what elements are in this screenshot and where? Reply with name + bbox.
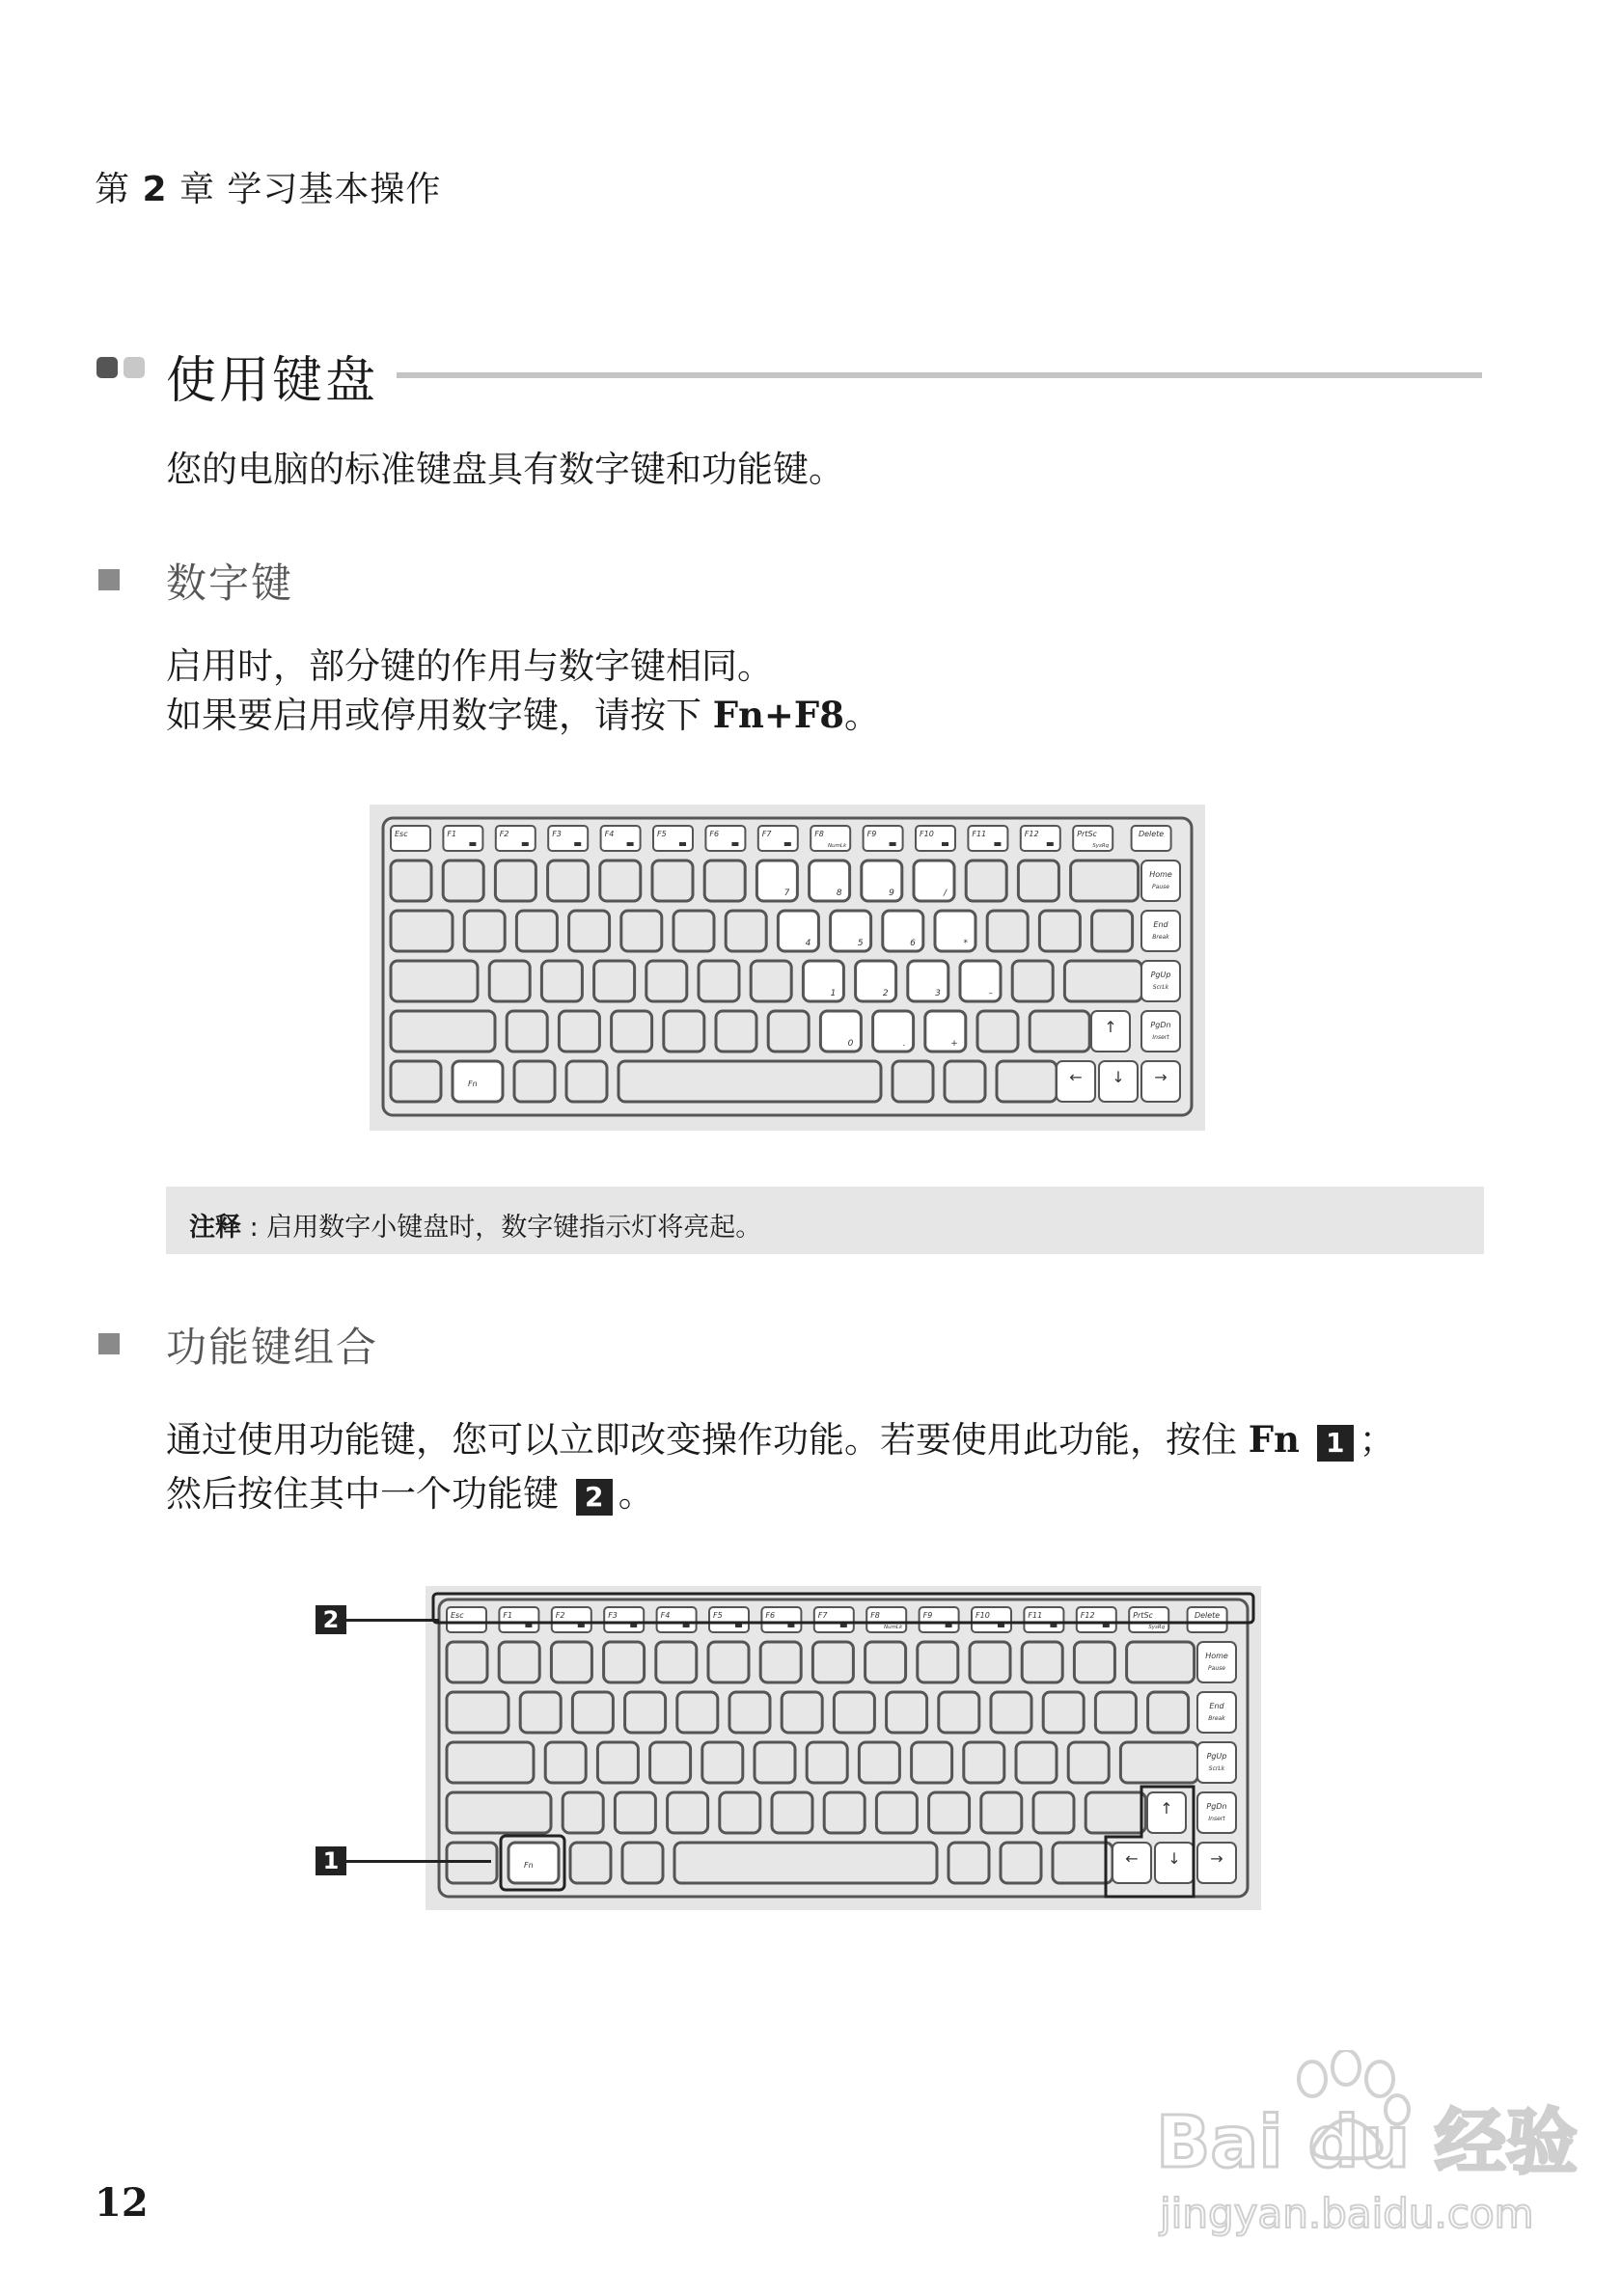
- key-label: F9: [866, 830, 877, 838]
- key-f6: [761, 1607, 801, 1632]
- section-bullet-light: [124, 357, 145, 378]
- side-key-sublabel: Insert: [1208, 1816, 1225, 1822]
- key-label: F3: [552, 830, 562, 838]
- key: [702, 1742, 743, 1783]
- numpad-key-label: +: [950, 1039, 958, 1049]
- side-key-label: End: [1153, 920, 1168, 929]
- key: [1053, 1843, 1113, 1883]
- key: [566, 1061, 607, 1102]
- key: [391, 861, 431, 901]
- key: [768, 1011, 809, 1052]
- key-f5: [653, 826, 693, 851]
- key-label: F6: [709, 830, 720, 838]
- key: [912, 1742, 952, 1783]
- side-key-label: PgDn: [1206, 1802, 1227, 1811]
- key: [726, 911, 766, 951]
- figure-callout-2: 2: [316, 1605, 346, 1634]
- arrow-icon: ←: [1125, 1849, 1139, 1868]
- key: [977, 1011, 1018, 1052]
- key: [862, 861, 902, 901]
- key-label: F7: [761, 830, 772, 838]
- key-f10: [972, 1607, 1011, 1632]
- key-label: F11: [972, 830, 987, 838]
- note-text: 注释 : 启用数字小键盘时，数字键指示灯将亮起。: [189, 1213, 762, 1243]
- key: [876, 1792, 917, 1833]
- key-f9: [864, 826, 903, 851]
- intro-paragraph: 您的电脑的标准键盘具有数字键和功能键。: [166, 449, 844, 490]
- keyboard-figure-fnkeys: [426, 1586, 1261, 1910]
- key: [1043, 1692, 1084, 1733]
- key-sublabel: NumLk: [827, 843, 847, 849]
- key: [572, 1692, 613, 1733]
- key: [755, 1742, 795, 1783]
- key: [1085, 1792, 1145, 1833]
- numpad-line-1: 启用时，部分键的作用与数字键相同。: [166, 645, 773, 687]
- key-esc: [447, 1607, 486, 1632]
- side-key-sublabel: Insert: [1152, 1034, 1169, 1041]
- numpad-key-label: 4: [805, 939, 811, 948]
- numpad-key-label: 9: [889, 888, 894, 898]
- key: [704, 861, 745, 901]
- side-key-sublabel: ScrLk: [1152, 984, 1169, 991]
- key-f11: [968, 826, 1007, 851]
- key: [772, 1792, 812, 1833]
- key: [1071, 861, 1139, 901]
- section-rule: [397, 372, 1482, 378]
- side-key: [1141, 961, 1180, 1001]
- key: [729, 1692, 770, 1733]
- side-key: [1197, 1642, 1236, 1682]
- key: [520, 1692, 561, 1733]
- numpad-key-label: 5: [857, 939, 864, 948]
- key: [893, 1061, 933, 1102]
- arrow-icon: →: [1154, 1068, 1168, 1086]
- key: [1068, 1742, 1109, 1783]
- key: [1018, 861, 1058, 901]
- numpad-key-label: 6: [910, 939, 916, 948]
- arrow-icon: →: [1210, 1849, 1223, 1868]
- key-label: F9: [922, 1611, 933, 1620]
- key: [1120, 1742, 1197, 1783]
- key-label: F10: [975, 1611, 990, 1620]
- key-combo: Fn+F8: [712, 694, 844, 736]
- side-key-label: Home: [1149, 870, 1172, 879]
- key: [489, 961, 530, 1001]
- key: [1148, 1692, 1189, 1733]
- key: [391, 1061, 441, 1102]
- key-label: F4: [604, 830, 615, 838]
- key-f7: [814, 1607, 854, 1632]
- key-label: Esc: [395, 830, 408, 838]
- key-label: F8: [814, 830, 824, 838]
- key: [618, 1061, 881, 1102]
- key: [447, 1792, 551, 1833]
- key: [391, 1011, 495, 1052]
- arrow-icon: ↓: [1112, 1068, 1125, 1086]
- key-label: F2: [499, 830, 509, 838]
- numpad-line-2: 如果要启用或停用数字键，请按下 Fn+F8。: [166, 694, 880, 736]
- key: [856, 961, 896, 1001]
- fn-key: [508, 1843, 559, 1883]
- key: [656, 1642, 697, 1682]
- key: [664, 1011, 704, 1052]
- side-key: [1141, 861, 1180, 901]
- key: [883, 911, 923, 951]
- subsection-bullet: [98, 569, 120, 590]
- key-f2: [496, 826, 536, 851]
- key: [991, 1692, 1031, 1733]
- key-label: Delete: [1138, 830, 1165, 838]
- key-label: F3: [608, 1611, 618, 1620]
- side-key-label: PgUp: [1206, 1752, 1227, 1761]
- key-delete: [1188, 1607, 1227, 1632]
- numpad-key-label: /: [943, 888, 947, 898]
- key-label: F10: [920, 830, 934, 838]
- key: [1022, 1642, 1062, 1682]
- key: [447, 1843, 497, 1883]
- key: [945, 1061, 985, 1102]
- key: [646, 961, 687, 1001]
- numpad-key-label: .: [902, 1039, 906, 1049]
- side-key: [1197, 1792, 1236, 1833]
- key: [810, 861, 850, 901]
- key: [495, 861, 536, 901]
- key-label: F2: [555, 1611, 565, 1620]
- fnkeys-heading: 功能键组合: [166, 1324, 379, 1371]
- side-key-sublabel: Pause: [1152, 884, 1169, 890]
- keyboard-figure-numpad: [370, 805, 1205, 1131]
- key-f7: [758, 826, 798, 851]
- key: [594, 961, 635, 1001]
- key-label: F11: [1028, 1611, 1043, 1620]
- key: [563, 1792, 603, 1833]
- key: [970, 1642, 1010, 1682]
- side-key-label: Home: [1205, 1652, 1228, 1660]
- key-f11: [1024, 1607, 1063, 1632]
- key: [960, 961, 1001, 1001]
- numpad-paragraph: [166, 642, 880, 740]
- arrow-icon: ↓: [1168, 1849, 1181, 1868]
- key-label: F5: [657, 830, 667, 838]
- side-key-sublabel: Pause: [1208, 1665, 1225, 1672]
- key: [600, 861, 641, 901]
- numpad-key-label: 1: [830, 989, 837, 998]
- key: [807, 1742, 847, 1783]
- key: [1092, 911, 1133, 951]
- key-label: F5: [713, 1611, 723, 1620]
- key: [391, 961, 478, 1001]
- arrow-icon: ←: [1069, 1068, 1083, 1086]
- key: [778, 911, 818, 951]
- key: [615, 1792, 655, 1833]
- numpad-key-label: 2: [882, 989, 889, 998]
- side-key: [1141, 911, 1180, 951]
- key: [1012, 961, 1053, 1001]
- key: [939, 1692, 979, 1733]
- callout-line-2: [346, 1619, 439, 1622]
- keyboard-illustration-numpad: [370, 805, 1205, 1131]
- key-f2: [552, 1607, 591, 1632]
- numpad-key-label: –: [988, 989, 993, 998]
- key: [1127, 1642, 1195, 1682]
- numpad-key-label: 7: [783, 888, 790, 898]
- key: [443, 861, 483, 901]
- key-f4: [657, 1607, 697, 1632]
- side-key: [1197, 1692, 1236, 1733]
- key-prtsc: [1129, 1607, 1168, 1632]
- key: [391, 911, 453, 951]
- key-label: F12: [1080, 1611, 1095, 1620]
- key-sublabel: NumLk: [883, 1625, 903, 1630]
- key: [464, 911, 505, 951]
- key: [834, 1692, 874, 1733]
- key: [650, 1742, 691, 1783]
- key: [708, 1642, 749, 1682]
- numpad-key-label: 8: [836, 888, 842, 898]
- side-key-label: End: [1209, 1702, 1224, 1710]
- key-label: F6: [765, 1611, 776, 1620]
- key: [997, 1061, 1057, 1102]
- key: [447, 1692, 508, 1733]
- side-key-sublabel: ScrLk: [1208, 1765, 1225, 1772]
- key: [720, 1792, 760, 1833]
- numpad-key-label: 0: [847, 1039, 854, 1049]
- key: [1064, 961, 1141, 1001]
- key: [621, 911, 662, 951]
- key-f3: [604, 1607, 644, 1632]
- key: [612, 1011, 652, 1052]
- key-f1: [443, 826, 482, 851]
- fnkeys-line-2: 然后按住其中一个功能键 2 。: [166, 1473, 654, 1515]
- key: [447, 1642, 487, 1682]
- key: [499, 1642, 539, 1682]
- key: [948, 1843, 989, 1883]
- key: [914, 861, 954, 901]
- side-key-label: PgDn: [1150, 1021, 1171, 1029]
- key: [677, 1692, 718, 1733]
- key: [1095, 1692, 1136, 1733]
- figure-callout-1: 1: [316, 1846, 346, 1875]
- key-f1: [499, 1607, 538, 1632]
- key: [652, 861, 693, 901]
- numpad-heading: 数字键: [166, 560, 294, 607]
- key: [865, 1642, 906, 1682]
- section-heading: [95, 340, 1484, 410]
- key: [935, 911, 975, 951]
- chapter-heading: 第 2 章 学习基本操作: [95, 170, 442, 209]
- side-key-sublabel: Break: [1152, 934, 1169, 941]
- key: [987, 911, 1028, 951]
- key: [760, 1642, 801, 1682]
- key: [514, 1061, 555, 1102]
- key: [716, 1011, 756, 1052]
- key-label: F8: [870, 1611, 880, 1620]
- side-key: [1197, 1742, 1236, 1783]
- key-label: Delete: [1194, 1611, 1221, 1620]
- key: [1039, 911, 1080, 951]
- watermark-logo: Bai du 经验: [1156, 2101, 1578, 2184]
- callout-line-1: [346, 1860, 491, 1863]
- key: [929, 1792, 970, 1833]
- key: [812, 1642, 853, 1682]
- key-delete: [1132, 826, 1171, 851]
- key: [925, 1011, 966, 1052]
- key: [1074, 1642, 1114, 1682]
- fnkeys-paragraph: [166, 1412, 1395, 1521]
- watermark-url: jingyan.baidu.com: [1160, 2190, 1534, 2237]
- key-f9: [920, 1607, 959, 1632]
- key: [908, 961, 948, 1001]
- key-esc: [391, 826, 430, 851]
- key: [1033, 1792, 1074, 1833]
- key: [548, 861, 589, 901]
- fn-key-label: Fn: [468, 1080, 478, 1088]
- key: [604, 1642, 645, 1682]
- fn-key-label: Fn: [524, 1861, 534, 1870]
- key: [699, 961, 739, 1001]
- key-sublabel: SysRq: [1092, 843, 1110, 849]
- callout-badge-2: 2: [576, 1479, 613, 1516]
- fn-key: [453, 1061, 503, 1102]
- key: [831, 911, 871, 951]
- side-key: [1141, 1011, 1180, 1052]
- key-f8: [866, 1607, 906, 1632]
- side-key-sublabel: Break: [1208, 1715, 1225, 1722]
- numpad-key-label: *: [963, 939, 968, 948]
- key-f5: [709, 1607, 749, 1632]
- key: [545, 1742, 586, 1783]
- section-bullet-dark: [96, 357, 118, 378]
- key: [859, 1742, 899, 1783]
- key: [1030, 1011, 1089, 1052]
- subsection-bullet: [98, 1333, 120, 1354]
- key-label: F4: [660, 1611, 671, 1620]
- key: [751, 961, 791, 1001]
- note-box: [166, 1187, 1484, 1254]
- key: [756, 861, 797, 901]
- key: [673, 911, 714, 951]
- key: [964, 1742, 1004, 1783]
- side-key-label: PgUp: [1150, 970, 1171, 979]
- callout-badge-1: 1: [1317, 1425, 1354, 1462]
- key: [597, 1742, 638, 1783]
- key: [668, 1792, 708, 1833]
- key: [1016, 1742, 1057, 1783]
- key: [981, 1792, 1022, 1833]
- key-label: F1: [447, 830, 457, 838]
- key-label: F7: [817, 1611, 828, 1620]
- arrow-up-icon: ↑: [1104, 1018, 1117, 1036]
- section-title: 使用键盘: [166, 352, 379, 410]
- key: [887, 1692, 927, 1733]
- numpad-key-label: 3: [935, 989, 941, 998]
- key: [782, 1692, 822, 1733]
- key: [1001, 1843, 1041, 1883]
- key-f4: [601, 826, 641, 851]
- key: [674, 1843, 937, 1883]
- key-f6: [705, 826, 745, 851]
- fnkeys-line-1: 通过使用功能键，您可以立即改变操作功能。若要使用此功能，按住 Fn 1 ；: [166, 1418, 1395, 1461]
- key-f12: [1077, 1607, 1116, 1632]
- key: [622, 1843, 663, 1883]
- key-fn: Fn: [1248, 1418, 1300, 1461]
- key: [625, 1692, 666, 1733]
- key: [551, 1642, 591, 1682]
- key-f8: [810, 826, 850, 851]
- key: [918, 1642, 958, 1682]
- key: [541, 961, 582, 1001]
- arrow-up-icon: ↑: [1160, 1799, 1173, 1818]
- key-sublabel: SysRq: [1148, 1625, 1166, 1630]
- key-label: PrtSc: [1077, 830, 1097, 838]
- key-f10: [916, 826, 955, 851]
- key: [570, 1843, 611, 1883]
- key: [569, 911, 610, 951]
- key-label: PrtSc: [1133, 1611, 1153, 1620]
- key: [820, 1011, 861, 1052]
- key: [516, 911, 557, 951]
- key-f12: [1021, 826, 1060, 851]
- key-label: Esc: [451, 1611, 464, 1620]
- key: [824, 1792, 865, 1833]
- key-f3: [548, 826, 588, 851]
- key: [447, 1742, 534, 1783]
- page-number: 12: [95, 2180, 149, 2226]
- keyboard-illustration-fnkeys: [426, 1586, 1261, 1910]
- key: [803, 961, 843, 1001]
- key: [873, 1011, 914, 1052]
- key-label: F12: [1024, 830, 1039, 838]
- key-prtsc: [1073, 826, 1113, 851]
- key: [559, 1011, 599, 1052]
- key: [507, 1011, 547, 1052]
- key-label: F1: [503, 1611, 513, 1620]
- key: [966, 861, 1006, 901]
